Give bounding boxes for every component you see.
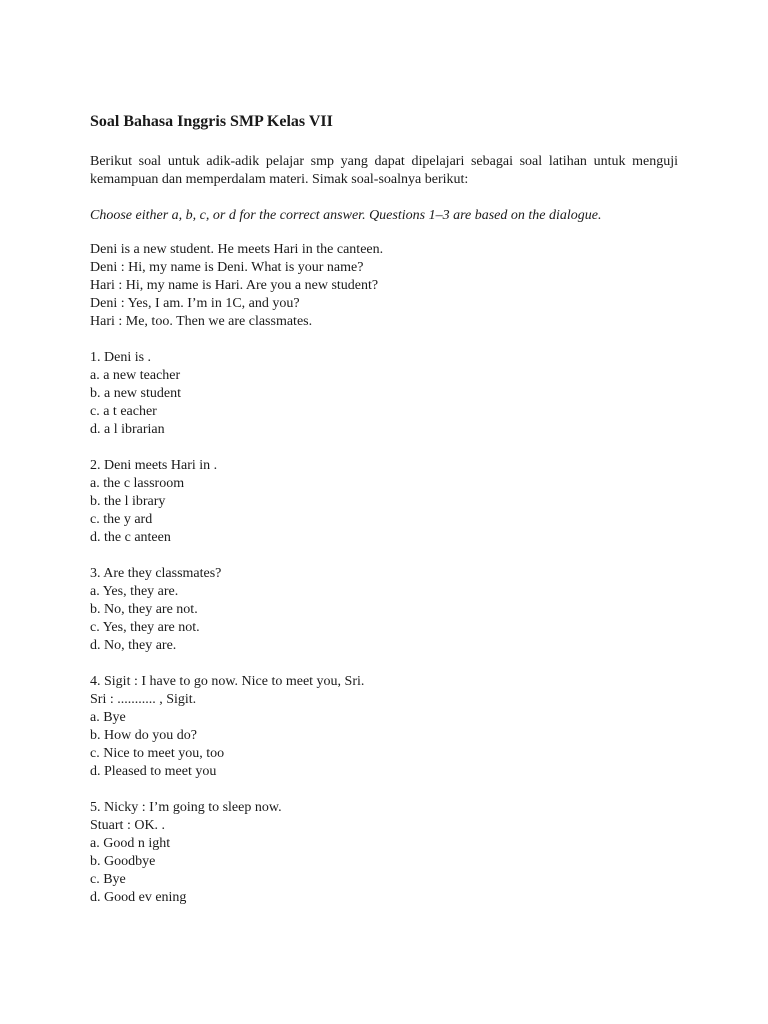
option-d: d. a l ibrarian: [90, 422, 165, 437]
dialogue-line: Hari : Me, too. Then we are classmates.: [90, 314, 313, 329]
option-a: a. Bye: [90, 710, 126, 725]
option-c: c. Bye: [90, 872, 126, 887]
option-d: d. Pleased to meet you: [90, 764, 217, 779]
question-3: [90, 565, 678, 655]
document-page: [90, 112, 678, 925]
option-a: a. a new teacher: [90, 368, 181, 383]
dialogue-line: Hari : Hi, my name is Hari. Are you a new student?: [90, 278, 379, 293]
dialogue-line: Deni : Yes, I am. I’m in 1C, and you?: [90, 296, 300, 311]
question-text: 2. Deni meets Hari in .: [90, 458, 218, 473]
document-title: Soal Bahasa Inggris SMP Kelas VII: [90, 113, 333, 130]
dialogue-line: Deni is a new student. He meets Hari in the canteen.: [90, 242, 384, 257]
option-b: b. No, they are not.: [90, 602, 198, 617]
option-c: c. Nice to meet you, too: [90, 746, 225, 761]
option-c: c. Yes, they are not.: [90, 620, 200, 635]
question-5: [90, 799, 678, 907]
question-text: Sri : ........... , Sigit.: [90, 692, 197, 707]
question-text: 1. Deni is .: [90, 350, 152, 365]
option-b: b. Goodbye: [90, 854, 156, 869]
intro-paragraph: Berikut soal untuk adik-adik pelajar smp yang dapat dipelajari sebagai soal latihan untuk menguji kemampuan dan memperdalam materi. Simak soal-soalnya berikut:: [90, 154, 678, 187]
option-a: a. the c lassroom: [90, 476, 185, 491]
option-b: b. How do you do?: [90, 728, 197, 743]
option-a: a. Good n ight: [90, 836, 171, 851]
question-4: [90, 673, 678, 781]
option-c: c. a t eacher: [90, 404, 157, 419]
dialogue: [90, 241, 678, 331]
question-1: [90, 349, 678, 439]
question-text: Stuart : OK. .: [90, 818, 166, 833]
option-d: d. Good ev ening: [90, 890, 187, 905]
option-a: a. Yes, they are.: [90, 584, 179, 599]
option-b: b. the l ibrary: [90, 494, 166, 509]
question-text: 5. Nicky : I’m going to sleep now.: [90, 800, 282, 815]
instructions: Choose either a, b, c, or d for the correct answer. Questions 1–3 are based on the dialogue.: [90, 208, 602, 223]
option-d: d. the c anteen: [90, 530, 171, 545]
option-d: d. No, they are.: [90, 638, 177, 653]
option-b: b. a new student: [90, 386, 181, 401]
question-text: 4. Sigit : I have to go now. Nice to meet you, Sri.: [90, 674, 365, 689]
question-2: [90, 457, 678, 547]
dialogue-line: Deni : Hi, my name is Deni. What is your name?: [90, 260, 364, 275]
option-c: c. the y ard: [90, 512, 153, 527]
question-text: 3. Are they classmates?: [90, 566, 222, 581]
